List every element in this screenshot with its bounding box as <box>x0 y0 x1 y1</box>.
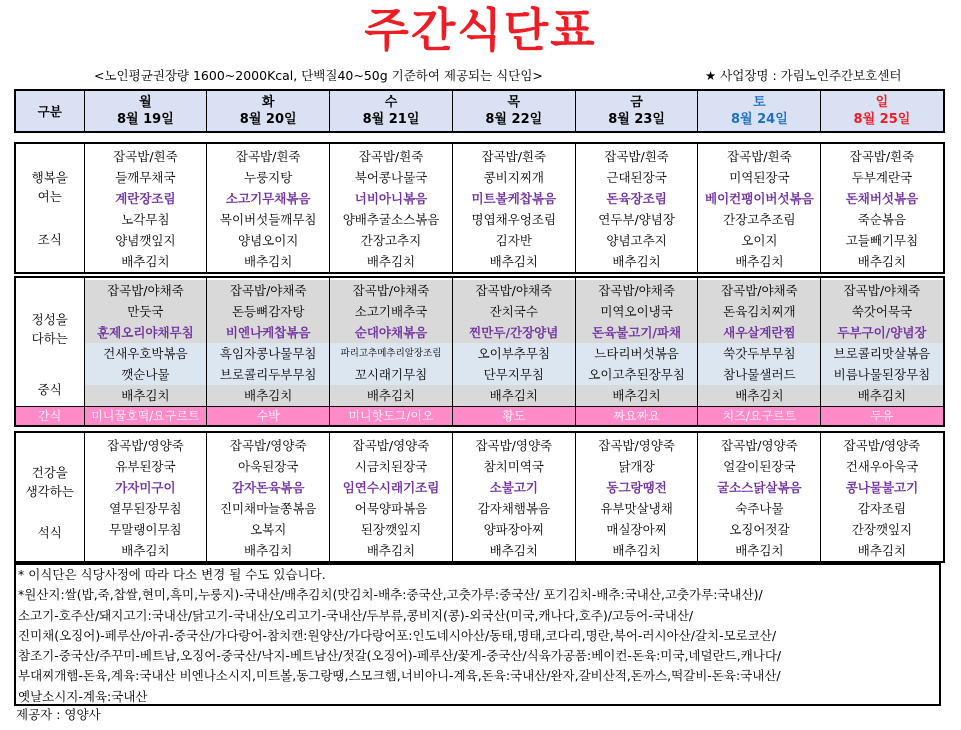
menu-item: 잡곡밥/흰죽 <box>358 149 424 164</box>
menu-item: 계란장조림 <box>115 191 176 206</box>
menu-item: 잡곡밥/흰죽 <box>113 149 178 164</box>
menu-item: 돈채버섯볶음 <box>845 191 919 206</box>
menu-item: 배추김치 <box>735 254 784 269</box>
menu-item: 감자돈육볶음 <box>231 480 305 495</box>
menu-item: 배추김치 <box>244 254 293 269</box>
dinner-menu-tue <box>207 432 330 562</box>
menu-item: 들깨무채국 <box>115 170 176 185</box>
breakfast-table <box>14 142 945 274</box>
breakfast-menu-sat <box>698 143 821 273</box>
snack-thu: 황도 <box>452 407 575 427</box>
menu-item: 느타리버섯볶음 <box>576 343 698 364</box>
menu-item: 미역오이냉국 <box>576 301 698 322</box>
menu-item: 고들빼기무침 <box>845 233 919 248</box>
menu-item: 소고기배추국 <box>330 301 452 322</box>
breakfast-menu-sun <box>821 143 944 273</box>
menu-item: 잡곡밥/영양죽 <box>229 438 307 453</box>
menu-item: 배추김치 <box>244 543 293 558</box>
menu-item: 된장깻잎지 <box>360 522 422 537</box>
menu-item: 소불고기 <box>489 480 538 495</box>
menu-item: 임연수시래기조림 <box>342 480 440 495</box>
menu-item: 단무지무침 <box>453 364 575 385</box>
menu-item: 배추김치 <box>85 385 207 406</box>
snack-wed: 미니핫도그/이오 <box>330 407 453 427</box>
menu-item: 배추김치 <box>366 543 416 558</box>
menu-item: 잡곡밥/흰죽 <box>235 149 301 164</box>
menu-item: 배추김치 <box>857 543 907 558</box>
menu-item: 양념오이지 <box>238 233 299 248</box>
note-line: 부대찌개햄-돈육,계육:국내산 비엔나소시지,미트볼,동그랑땡,스모크햄,너비아니-계육,돈육:국내산/완자,갈비산적,돈까스,떡갈비-돈육:국내산/ <box>18 668 781 684</box>
menu-item: 파리고추메추리알장조림 <box>330 343 452 364</box>
day-header-tue: 화 8월 20일 <box>207 90 330 132</box>
menu-item: 잡곡밥/영양죽 <box>475 438 553 453</box>
menu-item: 쑥갓두부무침 <box>698 343 820 364</box>
menu-item: 배추김치 <box>207 385 329 406</box>
dinner-label: 건강을 생각하는 석식 <box>15 432 84 562</box>
menu-item: 양념깻잎지 <box>115 233 176 248</box>
menu-item: 어묵양파볶음 <box>354 501 428 516</box>
menu-item: 돈육불고기/파채 <box>576 322 698 343</box>
snack-tue: 수박 <box>207 407 330 427</box>
menu-item: 배추김치 <box>489 543 538 558</box>
lunch-menu-fri <box>575 277 698 407</box>
menu-item: 참치미역국 <box>483 459 544 474</box>
menu-item: 잡곡밥/영양죽 <box>843 438 921 453</box>
dinner-menu-sun <box>821 432 944 562</box>
menu-item: 소고기무채볶음 <box>225 191 311 206</box>
menu-item: 시금치된장국 <box>354 459 428 474</box>
menu-item: 돈육김치찌개 <box>698 301 820 322</box>
menu-item: 배추김치 <box>821 385 942 406</box>
lunch-menu-tue <box>207 277 330 407</box>
dinner-menu-thu <box>452 432 575 562</box>
breakfast-label: 행복을 여는 조식 <box>15 143 84 273</box>
dinner-menu-wed <box>330 432 453 562</box>
lunch-menu-mon <box>84 277 207 407</box>
menu-item: 잡곡밥/야채죽 <box>207 280 329 301</box>
day-header-fri: 금 8월 23일 <box>575 90 698 132</box>
menu-item: 무말랭이무침 <box>109 522 182 537</box>
facility-name: ★ 사업장명 : 가림노인주간보호센터 <box>705 68 902 83</box>
menu-item: 잡곡밥/흰죽 <box>727 149 792 164</box>
snack-sun: 두유 <box>821 407 944 427</box>
snack-fri: 짜요짜요 <box>575 407 698 427</box>
menu-item: 간장고추지 <box>360 233 422 248</box>
menu-item: 잡곡밥/야채죽 <box>85 280 207 301</box>
menu-item: 찐만두/간장양념 <box>453 322 575 343</box>
menu-item: 얼갈이된장국 <box>723 459 796 474</box>
note-line: * 이식단은 식당사정에 따라 다소 변경 될 수도 있습니다. <box>18 567 326 582</box>
menu-item: 잡곡밥/영양죽 <box>721 438 798 453</box>
note-line: *원산지:쌀(밥,죽,찹쌀,현미,흑미,누룽지)-국내산/배추김치(맛김치-배추:중국산,고춧가루:중국산/ 포기김치-배추:국내산,고춧가루:국내산)/ <box>18 587 763 603</box>
menu-item: 훈제오리야채무침 <box>85 322 207 343</box>
dinner-table <box>14 431 945 563</box>
menu-item: 열무된장무침 <box>109 501 182 516</box>
menu-item: 양배추굴소스볶음 <box>342 212 440 227</box>
menu-item: 브로콜리맛살볶음 <box>821 343 942 364</box>
menu-item: 순대야채볶음 <box>330 322 452 343</box>
header-label: 구분 <box>15 90 84 132</box>
menu-item: 유부된장국 <box>115 459 176 474</box>
note-line: 진미채(오징어)-페루산/아귀-중국산/가다랑어-참치캔:원양산/가다랑어포:인도네시아산/동태,명태,코다리,명란,북어-러시아산/갈치-모로코산/ <box>18 627 777 643</box>
menu-item: 진미채마늘쫑볶음 <box>219 501 317 516</box>
menu-item: 감자채햄볶음 <box>477 501 551 516</box>
breakfast-menu-mon <box>84 143 207 273</box>
menu-item: 오이고추된장무침 <box>576 364 698 385</box>
menu-item: 감자조림 <box>857 501 907 516</box>
menu-item: 배추김치 <box>366 254 416 269</box>
menu-item: 간장깻잎지 <box>851 522 913 537</box>
nutrition-note: <노인평균권장량 1600~2000Kcal, 단백질40~50g 기준하여 제공되는 식단임> <box>94 68 543 83</box>
menu-item: 연두부/양념장 <box>598 212 675 227</box>
menu-item: 배추김치 <box>121 254 170 269</box>
menu-item: 잡곡밥/흰죽 <box>481 149 547 164</box>
menu-item: 흑임자콩나물무침 <box>207 343 329 364</box>
menu-item: 잔치국수 <box>453 301 575 322</box>
lunch-menu-wed <box>330 277 453 407</box>
day-header-wed: 수 8월 21일 <box>330 90 453 132</box>
snack-mon: 미니꿀호떡/요구르트 <box>84 407 207 427</box>
lunch-label: 정성을 다하는 중식 <box>15 277 84 407</box>
menu-item: 오징어젓갈 <box>729 522 790 537</box>
menu-item: 잡곡밥/야채죽 <box>698 280 820 301</box>
menu-item: 북어콩나물국 <box>354 170 428 185</box>
menu-item: 잡곡밥/흰죽 <box>849 149 915 164</box>
menu-item: 배추김치 <box>698 385 820 406</box>
menu-item: 배추김치 <box>857 254 907 269</box>
menu-item: 참나물샐러드 <box>698 364 820 385</box>
menu-item: 잡곡밥/야채죽 <box>576 280 698 301</box>
menu-item: 굴소스닭살볶음 <box>717 480 802 495</box>
menu-item: 죽순볶음 <box>857 212 907 227</box>
menu-item: 닭개장 <box>618 459 655 474</box>
menu-item: 잡곡밥/야채죽 <box>821 280 942 301</box>
menu-item: 만둣국 <box>85 301 207 322</box>
menu-item: 오이지 <box>741 233 778 248</box>
menu-item: 잡곡밥/야채죽 <box>330 280 452 301</box>
menu-item: 베이컨팽이버섯볶음 <box>705 191 814 206</box>
menu-item: 목이버섯들깨무침 <box>219 212 317 227</box>
breakfast-menu-fri <box>575 143 698 273</box>
snack-label: 간식 <box>15 407 84 427</box>
menu-item: 건새우호박볶음 <box>85 343 207 364</box>
menu-item: 잡곡밥/영양죽 <box>107 438 184 453</box>
menu-item: 잡곡밥/흰죽 <box>604 149 669 164</box>
menu-item: 미역된장국 <box>729 170 790 185</box>
menu-item: 유부맛살냉채 <box>600 501 673 516</box>
menu-item: 건새우아욱국 <box>845 459 919 474</box>
menu-item: 가자미구이 <box>115 480 176 495</box>
menu-item: 노각무침 <box>121 212 170 227</box>
menu-item: 잡곡밥/야채죽 <box>453 280 575 301</box>
breakfast-menu-thu <box>452 143 575 273</box>
page-title: 주간식단표 <box>364 3 597 57</box>
menu-item: 비엔나케찹볶음 <box>207 322 329 343</box>
lunch-menu-thu <box>452 277 575 407</box>
menu-item: 새우살계란찜 <box>698 322 820 343</box>
menu-item: 배추김치 <box>735 543 784 558</box>
menu-item: 아욱된장국 <box>238 459 299 474</box>
menu-item: 매실장아찌 <box>606 522 667 537</box>
menu-item: 양념고추지 <box>606 233 667 248</box>
menu-item: 동그랑땡전 <box>606 480 667 495</box>
menu-item: 오이부추무침 <box>453 343 575 364</box>
menu-item: 돈육장조림 <box>606 191 667 206</box>
menu-item: 배추김치 <box>612 254 661 269</box>
menu-item: 깻순나물 <box>85 364 207 385</box>
day-header-sat: 토 8월 24일 <box>698 90 821 132</box>
day-header-thu: 목 8월 22일 <box>452 90 575 132</box>
menu-item: 양파장아찌 <box>483 522 544 537</box>
menu-item: 배추김치 <box>489 254 538 269</box>
snack-sat: 치즈/요구르트 <box>698 407 821 427</box>
day-header-sun: 일 8월 25일 <box>821 90 944 132</box>
lunch-table <box>14 276 945 427</box>
menu-item: 잡곡밥/영양죽 <box>352 438 430 453</box>
provider-label: 제공자 : 영양사 <box>16 707 101 722</box>
breakfast-menu-tue <box>207 143 330 273</box>
menu-item: 미트볼케찹볶음 <box>471 191 557 206</box>
lunch-menu-sun <box>821 277 944 407</box>
note-line: 참조기-중국산/주꾸미-베트남,오징어-중국산/낙지-베트남산/젓갈(오징어)-페루산/꽃게-중국산/식육가공품:베이컨-돈육:미국,네덜란드,캐나다/ <box>18 648 782 664</box>
menu-item: 브로콜리두부무침 <box>207 364 329 385</box>
lunch-menu-sat <box>698 277 821 407</box>
menu-item: 숙주나물 <box>735 501 784 516</box>
menu-item: 쑥갓어묵국 <box>821 301 942 322</box>
day-header-mon: 월 8월 19일 <box>84 90 207 132</box>
menu-item: 배추김치 <box>612 543 661 558</box>
origin-notes <box>14 563 941 706</box>
menu-item: 꼬시래기무침 <box>330 364 452 385</box>
menu-item: 배추김치 <box>121 543 170 558</box>
menu-item: 돈등뼈감자탕 <box>207 301 329 322</box>
menu-item: 비름나물된장무침 <box>821 364 942 385</box>
dinner-menu-fri <box>575 432 698 562</box>
dinner-menu-mon <box>84 432 207 562</box>
menu-item: 너비아니볶음 <box>354 191 428 206</box>
menu-item: 두부구이/양념장 <box>821 322 942 343</box>
menu-item: 배추김치 <box>330 385 452 406</box>
note-line: 소고기-호주산/돼지고기:국내산/닭고기-국내산/오리고기-국내산/두부류,콩비지(콩)-외국산(미국,캐나다,호주)/고등어-국내산/ <box>18 607 694 623</box>
note-line: 옛날소시지-계육:국내산 <box>18 688 148 704</box>
dinner-menu-sat <box>698 432 821 562</box>
menu-item: 김자반 <box>495 233 532 248</box>
menu-item: 콩나물불고기 <box>845 480 919 495</box>
menu-item: 두부계란국 <box>851 170 913 185</box>
menu-item: 배추김치 <box>453 385 575 406</box>
menu-item: 잡곡밥/영양죽 <box>598 438 675 453</box>
menu-item: 간장고추조림 <box>723 212 796 227</box>
breakfast-menu-wed <box>330 143 453 273</box>
day-header-table <box>14 89 945 133</box>
menu-item: 누룽지탕 <box>244 170 293 185</box>
menu-item: 콩비지찌개 <box>483 170 544 185</box>
menu-item: 명엽채우엉조림 <box>471 212 557 227</box>
menu-item: 오복지 <box>250 522 287 537</box>
menu-item: 근대된장국 <box>606 170 667 185</box>
menu-item: 배추김치 <box>576 385 698 406</box>
